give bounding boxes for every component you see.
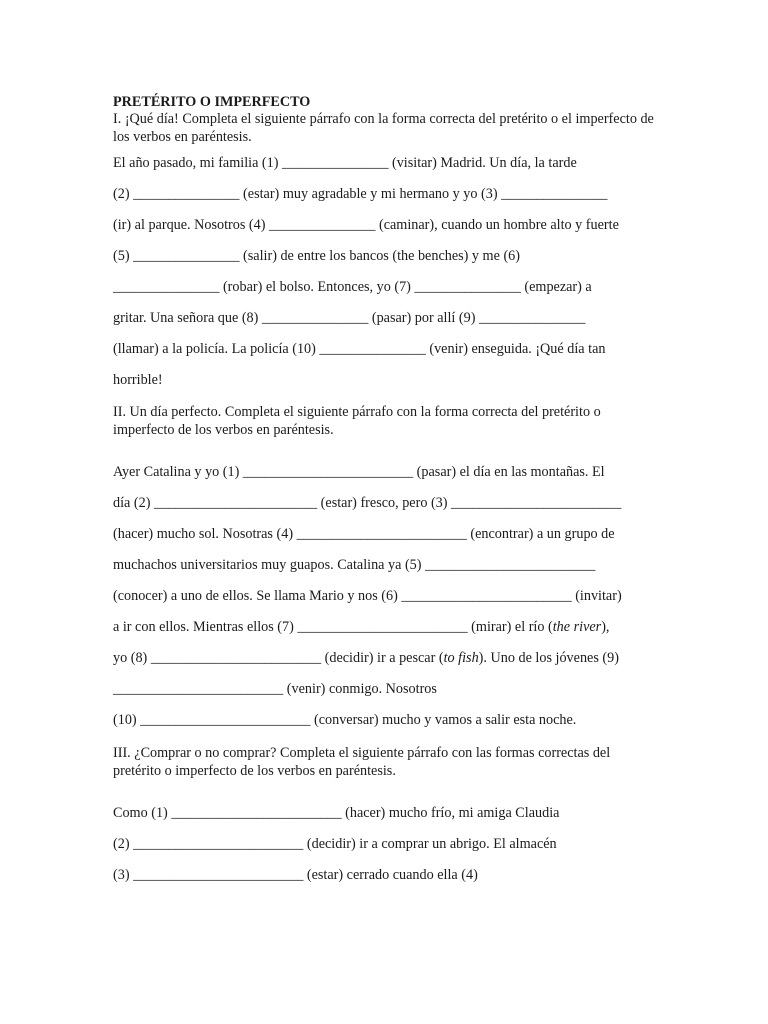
paragraph-line: El año pasado, mi familia (1) _______________ (visitar) Madrid. Un día, la tarde: [113, 155, 577, 171]
paragraph-line: muchachos universitarios muy guapos. Catalina ya (5) ________________________: [113, 557, 596, 573]
section-3-paragraph: [113, 798, 658, 891]
paragraph-line: _______________ (robar) el bolso. Entonces, yo (7) _______________ (empezar) a: [113, 279, 592, 295]
paragraph-line: [113, 643, 658, 674]
line-text: yo (8) ________________________ (decidir) ir a pescar (: [113, 650, 444, 666]
paragraph-line: (2) ________________________ (decidir) ir a comprar un abrigo. El almacén: [113, 836, 557, 852]
section-1-paragraph: [113, 148, 658, 396]
document-content: [113, 94, 658, 891]
line-text: ),: [601, 619, 610, 635]
paragraph-line: (llamar) a la policía. La policía (10) _______________ (venir) enseguida. ¡Qué día tan: [113, 341, 606, 357]
line-text: a ir con ellos. Mientras ellos (7) ________________________ (mirar) el río (: [113, 619, 553, 635]
section-1-instructions: I. ¡Qué día! Completa el siguiente párrafo con la forma correcta del pretérito o el imperfecto de los verbos en paréntesis.: [113, 111, 654, 145]
paragraph-line: Ayer Catalina y yo (1) ________________________ (pasar) el día en las montañas. El: [113, 464, 605, 480]
italic-gloss: the river: [552, 619, 602, 635]
paragraph-line: (5) _______________ (salir) de entre los bancos (the benches) y me (6): [113, 248, 520, 264]
paragraph-line: (2) _______________ (estar) muy agradable y mi hermano y yo (3) _______________: [113, 186, 608, 202]
paragraph-line: ________________________ (venir) conmigo. Nosotros: [113, 681, 437, 697]
italic-gloss: to fish: [443, 650, 479, 666]
paragraph-line: Como (1) ________________________ (hacer) mucho frío, mi amiga Claudia: [113, 805, 560, 821]
section-2-instructions: II. Un día perfecto. Completa el siguiente párrafo con la forma correcta del pretérito o imperfecto de los verbos en paréntesis.: [113, 404, 601, 438]
section-2-paragraph: [113, 457, 658, 736]
section-3-instructions: III. ¿Comprar o no comprar? Completa el siguiente párrafo con las formas correctas del pretérito o imperfecto de los verbos en paréntesis.: [113, 745, 611, 779]
paragraph-line: día (2) _______________________ (estar) fresco, pero (3) ________________________: [113, 495, 622, 511]
paragraph-line: gritar. Una señora que (8) _______________ (pasar) por allí (9) _______________: [113, 310, 586, 326]
paragraph-line: (3) ________________________ (estar) cerrado cuando ella (4): [113, 867, 478, 883]
paragraph-line: (conocer) a uno de ellos. Se llama Mario y nos (6) ________________________ (invitar): [113, 588, 622, 604]
paragraph-line: horrible!: [113, 372, 163, 388]
document-title: PRETÉRITO O IMPERFECTO: [113, 94, 311, 110]
paragraph-line: [113, 612, 658, 643]
paragraph-line: (10) ________________________ (conversar) mucho y vamos a salir esta noche.: [113, 712, 577, 728]
paragraph-line: (ir) al parque. Nosotros (4) _______________ (caminar), cuando un hombre alto y fuerte: [113, 217, 619, 233]
line-text: ). Uno de los jóvenes (9): [478, 650, 619, 666]
paragraph-line: (hacer) mucho sol. Nosotras (4) ________________________ (encontrar) a un grupo de: [113, 526, 615, 542]
